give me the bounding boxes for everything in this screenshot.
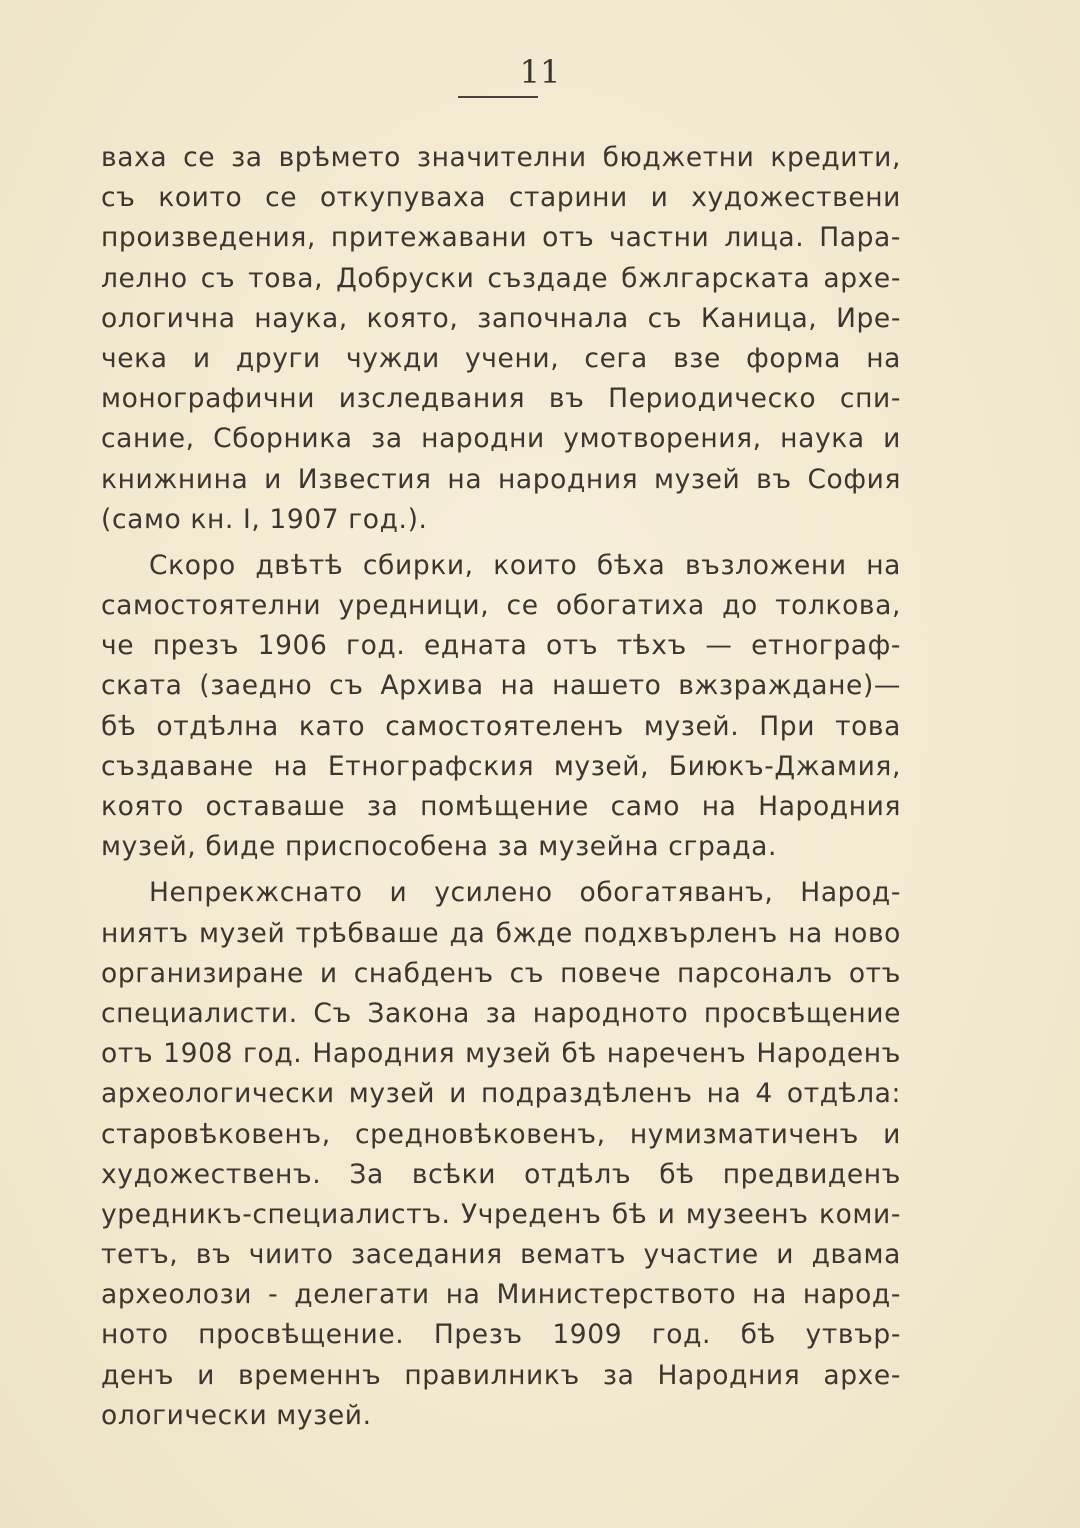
text-line: ологична наука, която, започнала съ Каница, Ире-: [101, 302, 901, 334]
text-line: чека и други чужди учени, сега взе форма на: [101, 342, 901, 374]
text-line: археологически музей и подраздѣленъ на 4 отдѣла:: [101, 1078, 901, 1110]
text-line: създаване на Етнографския музей, Биюкъ-Джамия,: [101, 750, 901, 782]
text-line: ваха се за врѣмето значителни бюджетни кредити,: [101, 142, 901, 173]
text-line: художественъ. За всѣки отдѣлъ бѣ предвиденъ: [101, 1158, 901, 1190]
text-line: книжнина и Известия на народния музей въ София: [101, 463, 901, 495]
text-line: самостоятелни уредници, се обогатиха до толкова,: [101, 590, 901, 622]
text-line: старовѣковенъ, средновѣковенъ, нумизматиченъ и: [101, 1118, 901, 1150]
text-line: съ които се откупуваха старини и художествени: [101, 182, 901, 214]
text-line: археолози - делегати на Министерството на народ-: [101, 1279, 901, 1311]
text-line: уредникъ-специалистъ. Учреденъ бѣ и музеенъ коми-: [101, 1198, 901, 1230]
text-line: Непрекжснато и усилено обогатяванъ, Народ-: [149, 877, 901, 909]
text-line: ската (заедно съ Архива на нашето вжзраждане)—: [101, 670, 901, 702]
text-line: организиране и снабденъ съ повече парсоналъ отъ: [101, 957, 901, 989]
text-line: ологически музей.: [101, 1399, 372, 1431]
text-line: монографични изследвания въ Периодическо спи-: [101, 383, 901, 415]
text-line: която оставаше за помѣщение само на Народния: [101, 791, 901, 822]
page-number: 11: [519, 53, 561, 91]
paragraph: [101, 138, 901, 540]
text-line: тетъ, въ чиито заседания вематъ участие и двама: [101, 1239, 901, 1271]
text-line: (само кн. I, 1907 год.).: [101, 503, 428, 535]
text-line: че презъ 1906 год. едната отъ тѣхъ — етнограф-: [101, 630, 901, 662]
text-line: музей, биде приспособена за музейна сграда.: [101, 831, 778, 863]
text-line: ното просвѣщение. Презъ 1909 год. бѣ утвър-: [101, 1319, 901, 1351]
page-number-rule: [458, 96, 538, 98]
text-line: специалисти. Съ Закона за народното просвѣщение: [101, 997, 901, 1029]
text-line: денъ и временнъ правилникъ за Народния архе-: [101, 1359, 901, 1391]
paragraph: [101, 546, 901, 868]
text-line: отъ 1908 год. Народния музей бѣ нареченъ Народенъ: [101, 1038, 901, 1070]
body-text: [101, 138, 901, 1442]
text-line: сание, Сборника за народни умотворения, наука и: [101, 423, 901, 455]
text-line: лелно съ това, Добруски създаде бжлгарската архе-: [101, 262, 901, 294]
text-line: произведения, притежавани отъ частни лица. Пара-: [101, 222, 901, 254]
text-line: Скоро двѣтѣ сбирки, които бѣха възложени на: [149, 549, 901, 581]
paragraph: [101, 873, 901, 1436]
text-line: бѣ отдѣлна като самостоятеленъ музей. При това: [101, 710, 901, 742]
text-line: ниятъ музей трѣбваше да бжде подхвърленъ на ново: [101, 917, 901, 949]
